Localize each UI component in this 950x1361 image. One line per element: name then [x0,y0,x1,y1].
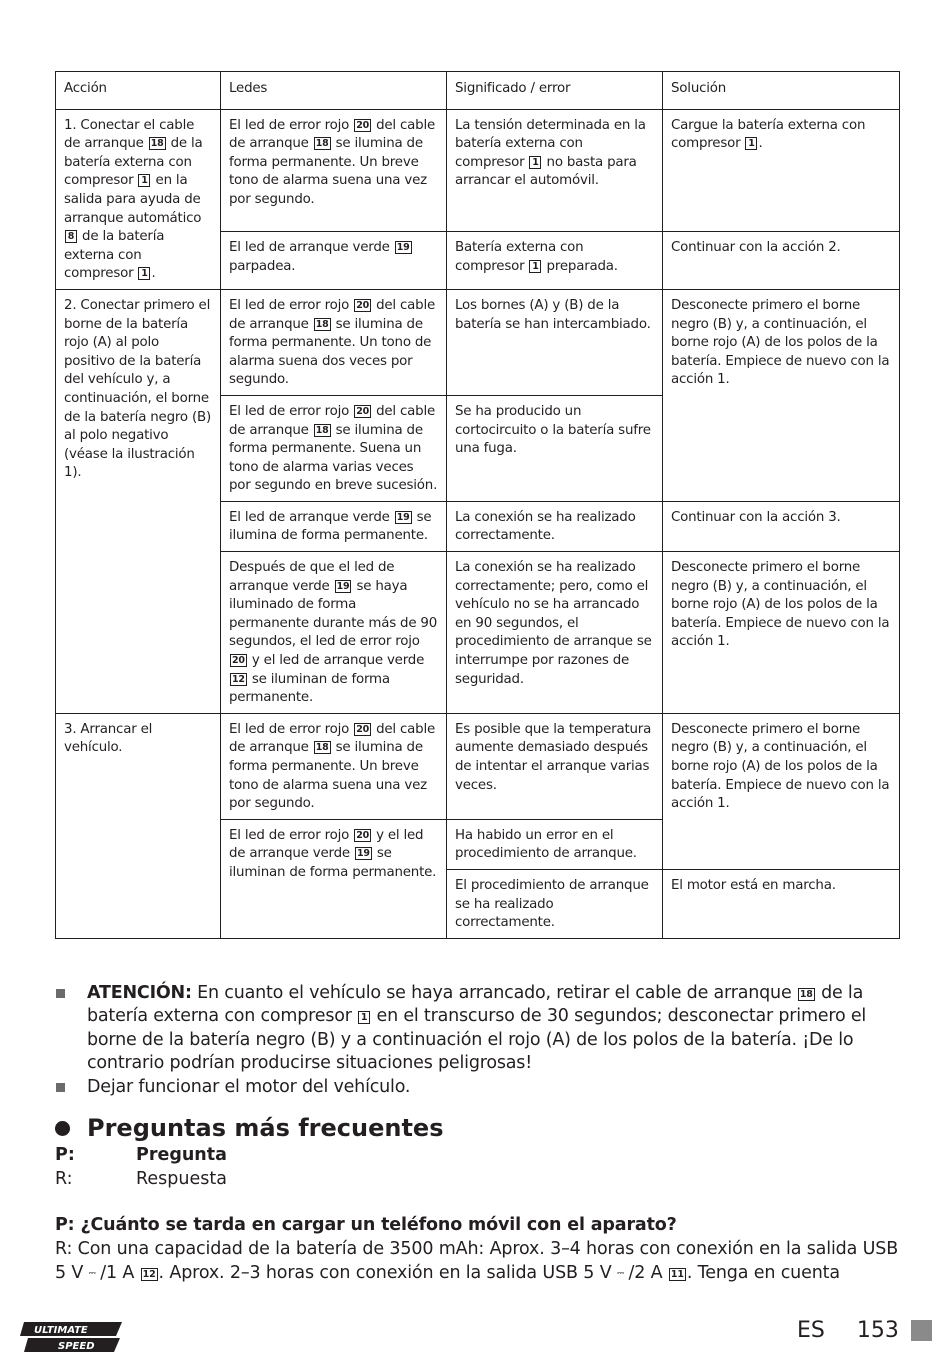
meaning-cell: La conexión se ha realizado correctamente; pero, como el vehículo no se ha arrancado en 90 segundos, el procedimiento de arranque se interrumpe por razones de seguridad. [447,552,663,714]
ref-number: 18 [799,989,813,1000]
legend-question-row: P: Pregunta [55,1145,227,1165]
ref-number: 18 [315,138,329,150]
section-heading [55,1114,443,1142]
list-item [55,982,903,1076]
led-cell: El led de error rojo 20 del cable de arranque 18 se ilumina de forma permanente. Suena un tono de alarma varias veces por segundo en breve sucesión. [221,395,447,501]
solution-cell: Continuar con la acción 3. [663,501,900,551]
svg-text:ULTIMATE: ULTIMATE [34,1325,88,1336]
ref-number: 8 [65,230,77,243]
header-accion: Acción [56,72,221,110]
solution-cell: Desconecte primero el borne negro (B) y, a continuación, el borne rojo (A) de los polos de la batería. Empiece de nuevo con la acción 1. [663,552,900,714]
ref-number: 12 [142,1269,156,1280]
solution-cell: Continuar con la acción 2. [663,231,900,289]
ref-number: 11 [670,1269,684,1280]
solution-cell: El motor está en marcha. [663,869,900,938]
meaning-cell: Ha habido un error en el procedimiento de arranque. [447,819,663,869]
troubleshooting-table [55,71,900,939]
ref-number: 1 [138,174,150,187]
bullet-square-icon [55,1076,87,1099]
ultimate-speed-logo [18,1318,126,1356]
faq-answer: R: Con una capacidad de la batería de 3500 mAh: Aprox. 3–4 horas con conexión en la salida USB 5 V ⎓ /1 A 12 . Aprox. 2–3 horas con conexión en la salida USB 5 V ⎓ /2 A 11 . Tenga en cuenta [55,1237,903,1286]
page-footer [797,1318,899,1343]
ref-number: 1 [138,267,150,280]
ref-number: 1 [529,156,541,169]
ref-number: 19 [336,580,350,592]
ref-number: 20 [356,405,370,417]
meaning-cell: La tensión determinada en la batería externa con compresor 1 no basta para arrancar el automóvil. [447,109,663,231]
table-row [56,289,900,395]
ref-number: 19 [396,241,410,253]
faq-question: P: ¿Cuánto se tarda en cargar un teléfono móvil con el aparato? [55,1215,677,1235]
led-cell: El led de arranque verde 19 parpadea. [221,231,447,289]
legend-answer-row: R: Respuesta [55,1169,227,1189]
ref-number: 20 [356,829,370,841]
ref-number: 20 [356,723,370,735]
language-code: ES [797,1318,825,1343]
meaning-cell: Es posible que la temperatura aumente demasiado después de intentar el arranque varias veces. [447,713,663,819]
ref-number: 20 [232,655,245,667]
solution-cell: Desconecte primero el borne negro (B) y, a continuación, el borne rojo (A) de los polos de la batería. Empiece de nuevo con la acción 1. [663,289,900,501]
bullet-list [55,982,903,1099]
list-item [55,1076,903,1099]
ref-number: 20 [356,299,370,311]
action-cell: 1. Conectar el cable de arranque 18 de la batería externa con compresor 1 en la salida para ayuda de arranque automático 8 de la batería externa con compresor 1 . [56,109,221,289]
meaning-cell: Los bornes (A) y (B) de la batería se han intercambiado. [447,289,663,395]
page-number: 153 [856,1318,899,1343]
header-significado: Significado / error [447,72,663,110]
table-header-row [56,72,900,110]
action-cell: 2. Conectar primero el borne de la batería rojo (A) al polo positivo de la batería del vehículo y, a continuación, el borne de la batería negro (B) al polo negativo (véase la ilustración 1). [56,289,221,713]
dc-symbol-icon: ⎓ [616,1269,624,1279]
engine-text: Dejar funcionar el motor del vehículo. [87,1076,411,1097]
led-cell: El led de error rojo 20 y el led de arranque verde 19 se iluminan de forma permanente. [221,819,447,938]
solution-cell: Desconecte primero el borne negro (B) y, a continuación, el borne rojo (A) de los polos de la batería. Empiece de nuevo con la acción 1. [663,713,900,869]
dc-symbol-icon: ⎓ [88,1269,95,1279]
svg-text:SPEED: SPEED [58,1341,95,1352]
ref-number: 19 [396,511,410,523]
ref-number: 12 [232,673,245,685]
meaning-cell: Se ha producido un cortocircuito o la batería sufre una fuga. [447,395,663,501]
ref-number: 1 [745,137,757,150]
table-row [56,713,900,819]
ref-number: 18 [150,138,164,150]
meaning-cell: El procedimiento de arranque se ha realizado correctamente. [447,869,663,938]
bullet-dot-icon [55,1121,70,1136]
led-cell: El led de error rojo 20 del cable de arranque 18 se ilumina de forma permanente. Un tono de alarma suena dos veces por segundo. [221,289,447,395]
page-marker-square [911,1320,932,1341]
table-row [56,109,900,231]
header-solucion: Solución [663,72,900,110]
ref-number: 1 [529,260,541,273]
led-cell: El led de arranque verde 19 se ilumina de forma permanente. [221,501,447,551]
meaning-cell: La conexión se ha realizado correctamente. [447,501,663,551]
section-title: Preguntas más frecuentes [87,1114,444,1142]
warning-text: ATENCIÓN: En cuanto el vehículo se haya arrancado, retirar el cable de arranque 18 de la batería externa con compresor 1 en el transcurso de 30 segundos; desconectar primero el borne de la batería negro (B) y a continuación el rojo (A) de los polos de la batería. ¡De lo contrario podrían producirse situaciones peligrosas! [87,983,867,1074]
ref-number: 18 [315,742,329,754]
action-cell: 3. Arrancar el vehículo. [56,713,221,938]
ref-number: 18 [315,424,329,436]
led-cell: Después de que el led de arranque verde 19 se haya iluminado de forma permanente durante más de 90 segundos, el led de error rojo 20 y el led de arranque verde 12 se iluminan de forma permanente. [221,552,447,714]
bullet-square-icon [55,982,87,1076]
led-cell: El led de error rojo 20 del cable de arranque 18 se ilumina de forma permanente. Un breve tono de alarma suena una vez por segundo. [221,713,447,819]
faq-entry [55,1213,903,1286]
ref-number: 1 [358,1011,370,1024]
qa-legend [55,1143,227,1191]
meaning-cell: Batería externa con compresor 1 preparada. [447,231,663,289]
header-ledes: Ledes [221,72,447,110]
ref-number: 20 [356,119,370,131]
warning-label: ATENCIÓN: [87,983,192,1003]
led-cell: El led de error rojo 20 del cable de arranque 18 se ilumina de forma permanente. Un breve tono de alarma suena una vez por segundo. [221,109,447,231]
ref-number: 19 [356,848,370,860]
ref-number: 18 [315,318,329,330]
solution-cell: Cargue la batería externa con compresor 1 . [663,109,900,231]
